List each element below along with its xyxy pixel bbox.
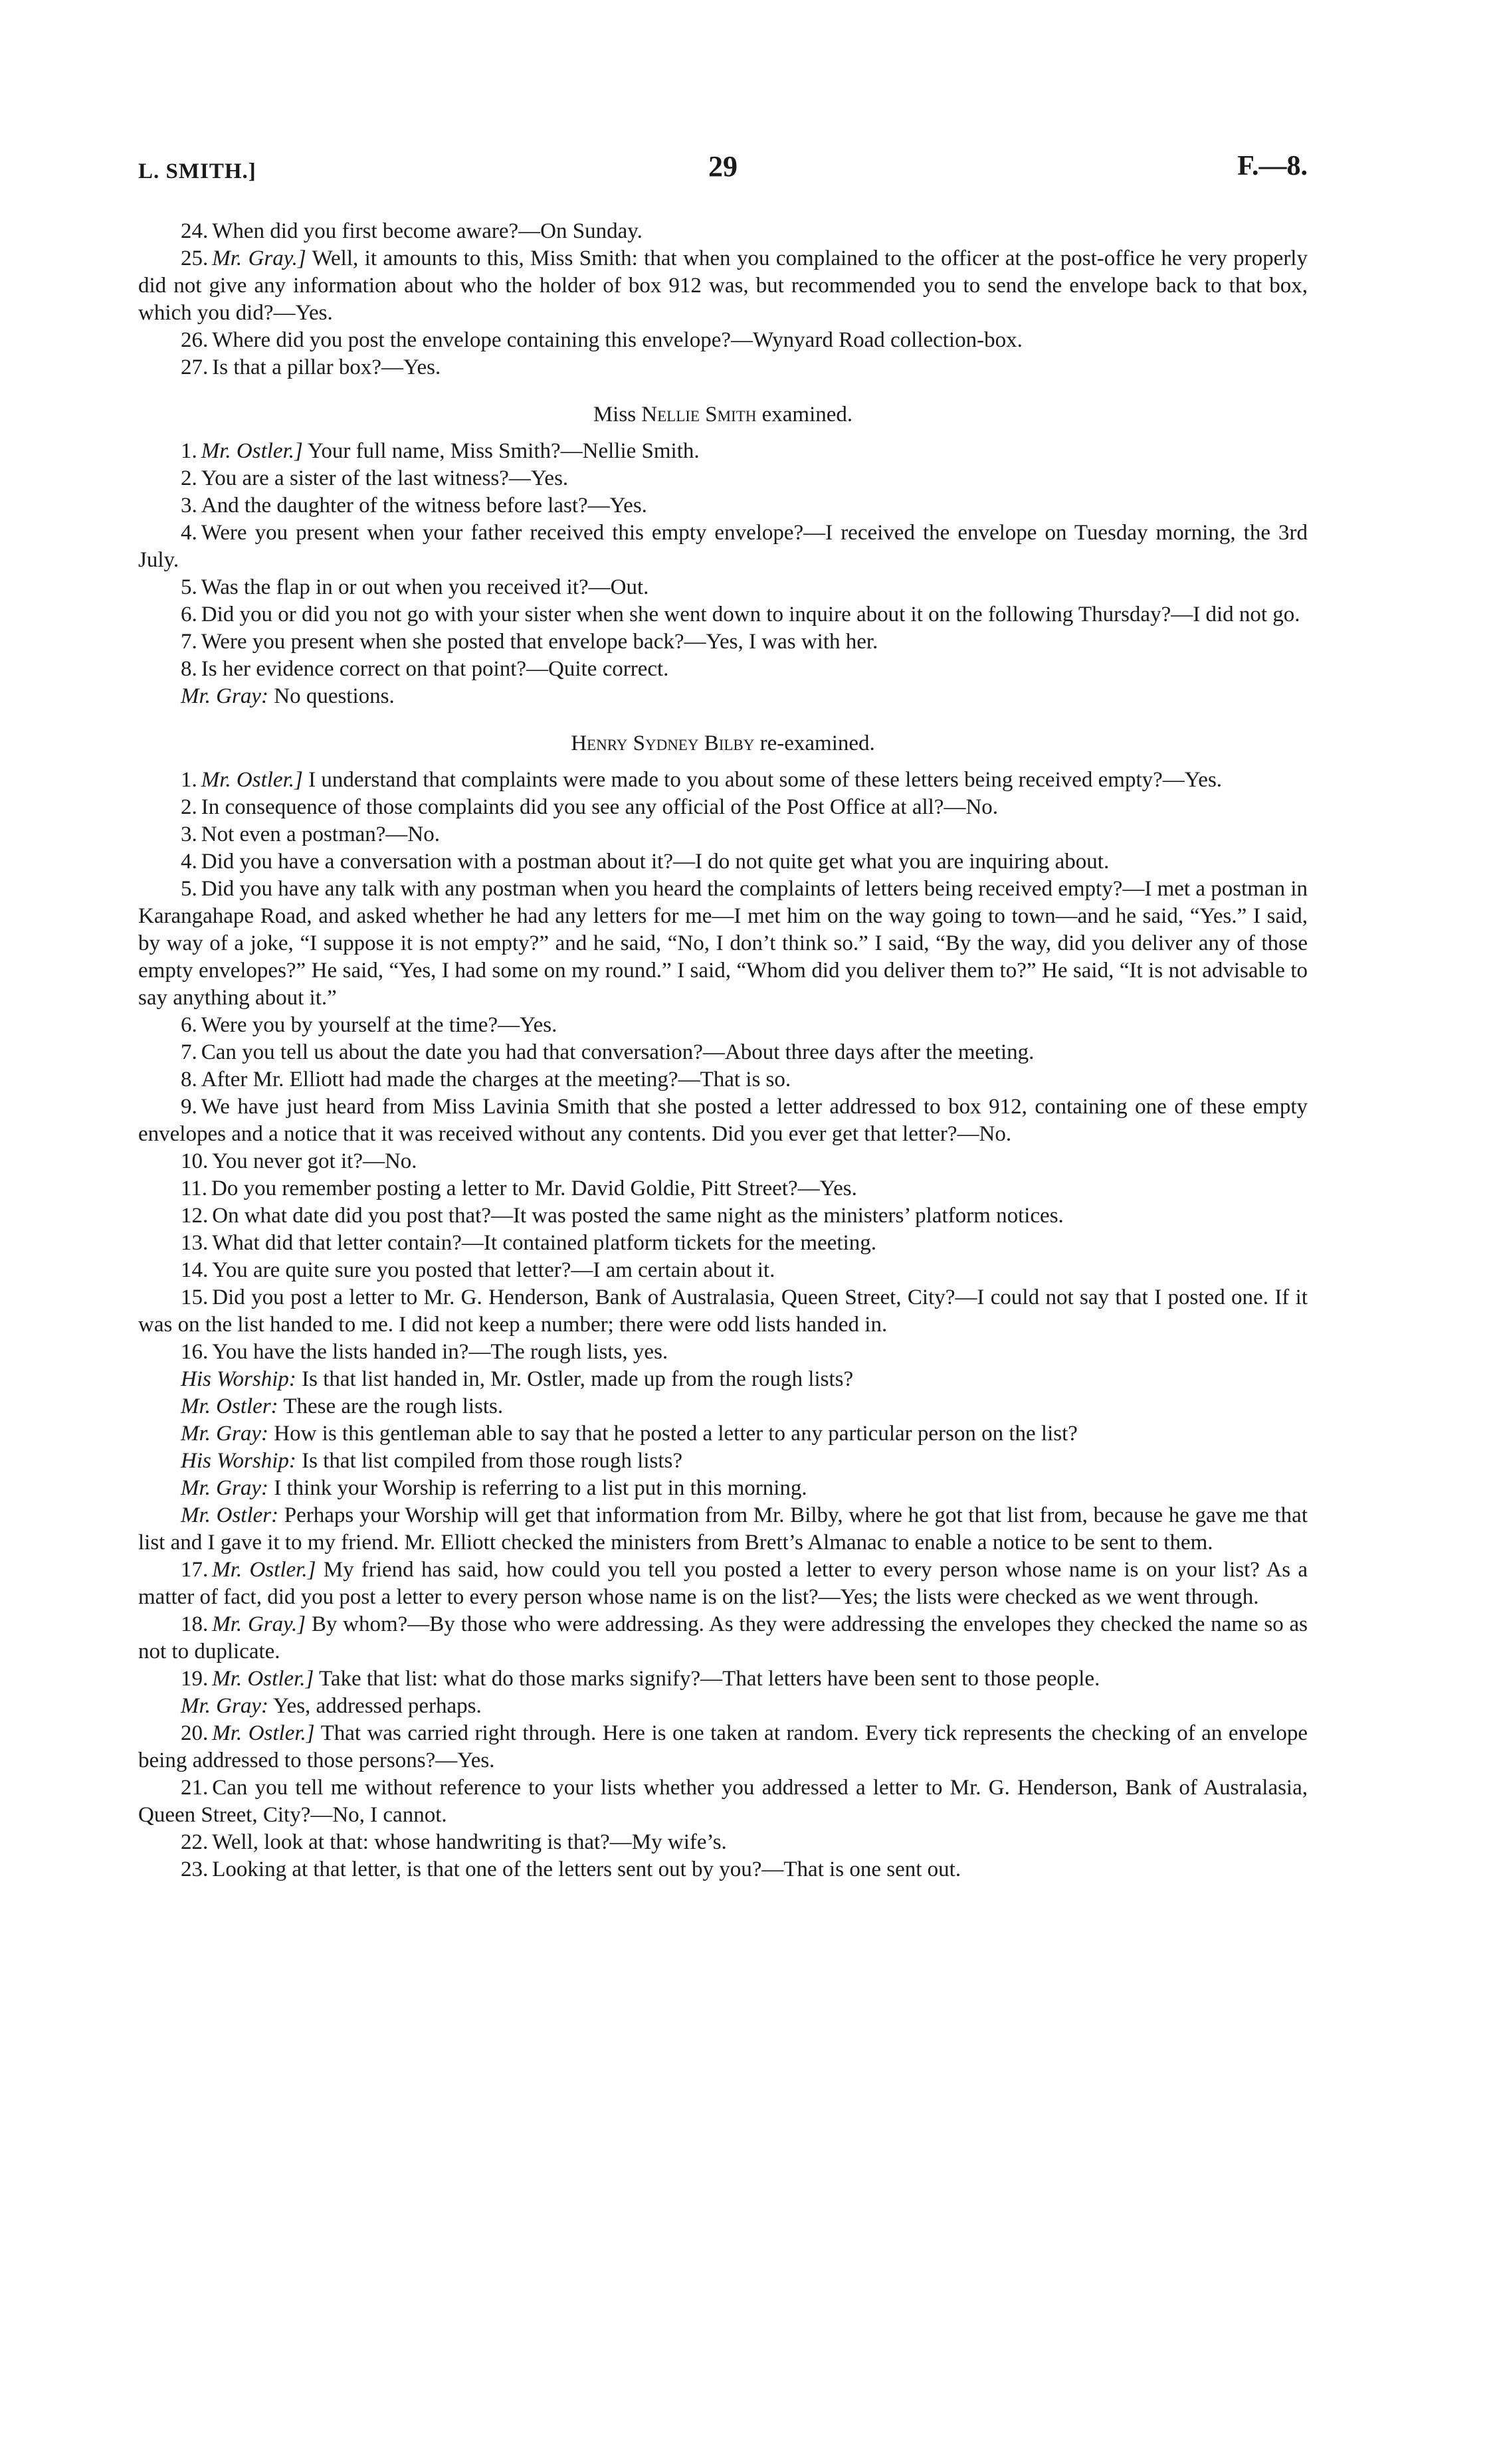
speaker-label: His Worship: [181,1449,296,1473]
testimony-paragraph [138,354,1308,381]
question-number: 1. [181,439,197,463]
testimony-paragraph [138,1093,1308,1148]
testimony-paragraph [138,1339,1308,1366]
testimony-text: Perhaps your Worship will get that information from Mr. Bilby, where he got that list from, because he gave me that list and I gave it to my friend. Mr. Elliott checked the ministers from Brett’s Almanac to enable a notice to be sent to them. [138,1503,1308,1555]
testimony-paragraph [138,1393,1308,1420]
testimony-text: And the daughter of the witness before last?—Yes. [201,494,647,518]
testimony-paragraph [138,1257,1308,1284]
question-number: 2. [181,466,197,490]
testimony-text: Do you remember posting a letter to Mr. David Goldie, Pitt Street?—Yes. [211,1177,857,1200]
question-number: 3. [181,822,197,846]
testimony-paragraph [138,465,1308,492]
question-number: 18. [181,1612,209,1636]
testimony-text: Were you present when she posted that envelope back?—Yes, I was with her. [201,630,878,654]
question-number: 3. [181,494,197,518]
question-number: 10. [181,1149,209,1173]
testimony-text: Yes, addressed perhaps. [273,1694,482,1718]
testimony-text: Where did you post the envelope containing this envelope?—Wynyard Road collection-box. [212,328,1023,352]
question-number: 23. [181,1857,209,1881]
testimony-paragraph [138,1856,1308,1883]
testimony-text: Did you post a letter to Mr. G. Henderson, Bank of Australasia, Queen Street, City?—I could not say that I posted one. If it was on the list handed to me. I did not keep a number; there were odd lists handed in. [138,1285,1308,1337]
witness-name: Henry Sydney Bilby [571,731,755,755]
question-number: 2. [181,795,197,819]
testimony-paragraph [138,1066,1308,1093]
testimony-paragraph [138,1148,1308,1175]
testimony-text: When did you first become aware?—On Sunday. [212,219,643,243]
question-number: 17. [181,1558,209,1582]
witness-heading [138,401,1308,428]
testimony-paragraph [138,1611,1308,1665]
testimony-text: Is that list compiled from those rough lists? [302,1449,682,1473]
heading-suffix: examined. [761,403,853,426]
speaker-label: Mr. Ostler.] [212,1721,315,1745]
question-number: 11. [181,1177,208,1200]
testimony-paragraph [138,1448,1308,1475]
speaker-label: Mr. Gray: [181,1422,268,1446]
testimony-text: Was the flap in or out when you received it?—Out. [201,575,649,599]
testimony-text: You never got it?—No. [212,1149,417,1173]
testimony-text: You are a sister of the last witness?—Yes. [201,466,569,490]
question-number: 7. [181,630,197,654]
question-number: 6. [181,1013,197,1037]
testimony-paragraph [138,683,1308,710]
heading-suffix: re-examined. [759,731,875,755]
testimony-paragraph [138,520,1308,574]
testimony-paragraph [138,1829,1308,1856]
testimony-paragraph [138,1665,1308,1693]
testimony-text: Can you tell me without reference to your lists whether you addressed a letter to Mr. G. Henderson, Bank of Australasia, Queen Street, City?—No, I cannot. [138,1776,1308,1827]
testimony-paragraph [138,1420,1308,1448]
testimony-text: Looking at that letter, is that one of the letters sent out by you?—That is one sent out. [212,1857,961,1881]
testimony-paragraph [138,1230,1308,1257]
testimony-text: These are the rough lists. [283,1394,504,1418]
testimony-text: Did you or did you not go with your sister when she went down to inquire about it on the following Thursday?—I did not go. [201,603,1300,626]
testimony-paragraph [138,1693,1308,1720]
testimony-text: Is that list handed in, Mr. Ostler, made up from the rough lists? [302,1367,854,1391]
question-number: 5. [181,877,197,901]
question-number: 16. [181,1340,209,1364]
testimony-paragraph [138,767,1308,794]
testimony-paragraph [138,1039,1308,1066]
testimony-text: Your full name, Miss Smith?—Nellie Smith. [307,439,700,463]
testimony-paragraph [138,1502,1308,1557]
testimony-text: Take that list: what do those marks signify?—That letters have been sent to those people. [319,1667,1100,1691]
testimony-paragraph [138,327,1308,354]
page-header [138,150,1308,193]
testimony-text: You have the lists handed in?—The rough lists, yes. [212,1340,668,1364]
testimony-text: Not even a postman?—No. [201,822,440,846]
document-reference: F.—8. [1237,151,1308,181]
question-number: 8. [181,657,197,681]
testimony-paragraph [138,656,1308,683]
testimony-text: Were you present when your father received this empty envelope?—I received the envelope on Tuesday morning, the 3rd July. [138,521,1308,572]
testimony-text: After Mr. Elliott had made the charges at the meeting?—That is so. [201,1068,791,1091]
testimony-text: Well, look at that: whose handwriting is that?—My wife’s. [212,1830,727,1854]
question-number: 8. [181,1068,197,1091]
page-number: 29 [708,150,738,183]
speaker-label: His Worship: [181,1367,296,1391]
testimony-text: What did that letter contain?—It contained platform tickets for the meeting. [212,1231,876,1255]
speaker-label: Mr. Ostler.] [201,439,303,463]
testimony-text: On what date did you post that?—It was posted the same night as the ministers’ platform notices. [212,1204,1064,1228]
testimony-text: In consequence of those complaints did you see any official of the Post Office at all?—No. [201,795,999,819]
testimony-text: No questions. [274,684,395,708]
testimony-text: How is this gentleman able to say that he posted a letter to any particular person on the list? [274,1422,1078,1446]
testimony-text: Can you tell us about the date you had that conversation?—About three days after the meeting. [201,1040,1035,1064]
question-number: 24. [181,219,209,243]
question-number: 1. [181,768,197,792]
testimony-text: We have just heard from Miss Lavinia Smith that she posted a letter addressed to box 912, containing one of these empty envelopes and a notice that it was received without any contents. Did you ever get that letter?—No. [138,1095,1308,1146]
speaker-label: Mr. Gray: [181,1694,268,1718]
testimony-paragraph [138,1720,1308,1774]
question-number: 26. [181,328,209,352]
testimony-paragraph [138,1557,1308,1611]
testimony-paragraph [138,1284,1308,1339]
question-number: 9. [181,1095,197,1119]
testimony-text: I understand that complaints were made to you about some of these letters being received empty?—Yes. [308,768,1223,792]
question-number: 4. [181,850,197,874]
question-number: 12. [181,1204,209,1228]
question-number: 5. [181,575,197,599]
question-number: 22. [181,1830,209,1854]
testimony-paragraph [138,1774,1308,1829]
speaker-label: Mr. Gray: [181,1476,268,1500]
testimony-text: Were you by yourself at the time?—Yes. [201,1013,557,1037]
testimony-text: By whom?—By those who were addressing. As they were addressing the envelopes they checked the name so as not to duplicate. [138,1612,1308,1663]
testimony-paragraph [138,628,1308,656]
witness-name: Nellie Smith [641,403,757,426]
testimony-text: Well, it amounts to this, Miss Smith: that when you complained to the officer at the post-office he very properly did not give any information about who the holder of box 912 was, but recommended you to send the envelope back to that box, which you did?—Yes. [138,246,1308,325]
testimony-text: That was carried right through. Here is one taken at random. Every tick represents the checking of an envelope being addressed to those persons?—Yes. [138,1721,1308,1772]
testimony-text: Is her evidence correct on that point?—Quite correct. [201,657,669,681]
question-number: 19. [181,1667,209,1691]
testimony-paragraph [138,1475,1308,1502]
testimony-paragraph [138,492,1308,520]
question-number: 14. [181,1258,209,1282]
testimony-paragraph [138,574,1308,601]
testimony-text: Is that a pillar box?—Yes. [212,355,441,379]
question-number: 6. [181,603,197,626]
document-page [138,150,1308,1883]
speaker-label: Mr. Ostler.] [212,1667,314,1691]
testimony-paragraph [138,794,1308,821]
question-number: 15. [181,1285,209,1309]
witness-heading [138,730,1308,757]
question-number: 20. [181,1721,209,1745]
testimony-text: I think your Worship is referring to a list put in this morning. [274,1476,807,1500]
question-number: 13. [181,1231,209,1255]
testimony-paragraph [138,218,1308,245]
testimony-paragraph [138,438,1308,465]
speaker-label: Mr. Gray: [181,684,268,708]
question-number: 21. [181,1776,209,1800]
testimony-paragraph [138,848,1308,876]
testimony-paragraph [138,1366,1308,1393]
testimony-paragraph [138,1175,1308,1202]
speaker-label: Mr. Ostler.] [212,1558,316,1582]
testimony-text: You are quite sure you posted that letter?—I am certain about it. [212,1258,775,1282]
speaker-label: Mr. Ostler: [181,1394,278,1418]
testimony-text: My friend has said, how could you tell you posted a letter to every person whose name is on your list? As a matter of fact, did you post a letter to every person whose name is on the list?—Yes; the lists were checked as we went through. [138,1558,1308,1609]
testimony-paragraph [138,821,1308,848]
question-number: 4. [181,521,197,545]
question-number: 25. [181,246,209,270]
testimony-paragraph [138,1202,1308,1230]
testimony-paragraph [138,876,1308,1012]
testimony-paragraph [138,601,1308,628]
testimony-text: Did you have a conversation with a postman about it?—I do not quite get what you are inquiring about. [201,850,1110,874]
question-number: 7. [181,1040,197,1064]
speaker-label: Mr. Gray.] [212,246,306,270]
speaker-label: Mr. Ostler.] [201,768,303,792]
speaker-label: Mr. Ostler: [181,1503,279,1527]
heading-prefix: Miss [593,403,637,426]
testimony-paragraph [138,1012,1308,1039]
speaker-label: Mr. Gray.] [212,1612,306,1636]
question-number: 27. [181,355,209,379]
document-body [138,218,1308,1883]
testimony-text: Did you have any talk with any postman when you heard the complaints of letters being received empty?—I met a postman in Karangahape Road, and asked whether he had any letters for me—I met him on the way going to town—and he said, “Yes.” I said, by way of a joke, “I suppose it is not empty?” and he said, “No, I don’t think so.” I said, “By the way, did you deliver any of those empty envelopes?” He said, “Yes, I had some on my round.” I said, “Whom did you deliver them to?” He said, “It is not advisable to say anything about it.” [138,877,1308,1010]
header-witness-name: L. SMITH.] [138,159,256,183]
testimony-paragraph [138,245,1308,327]
